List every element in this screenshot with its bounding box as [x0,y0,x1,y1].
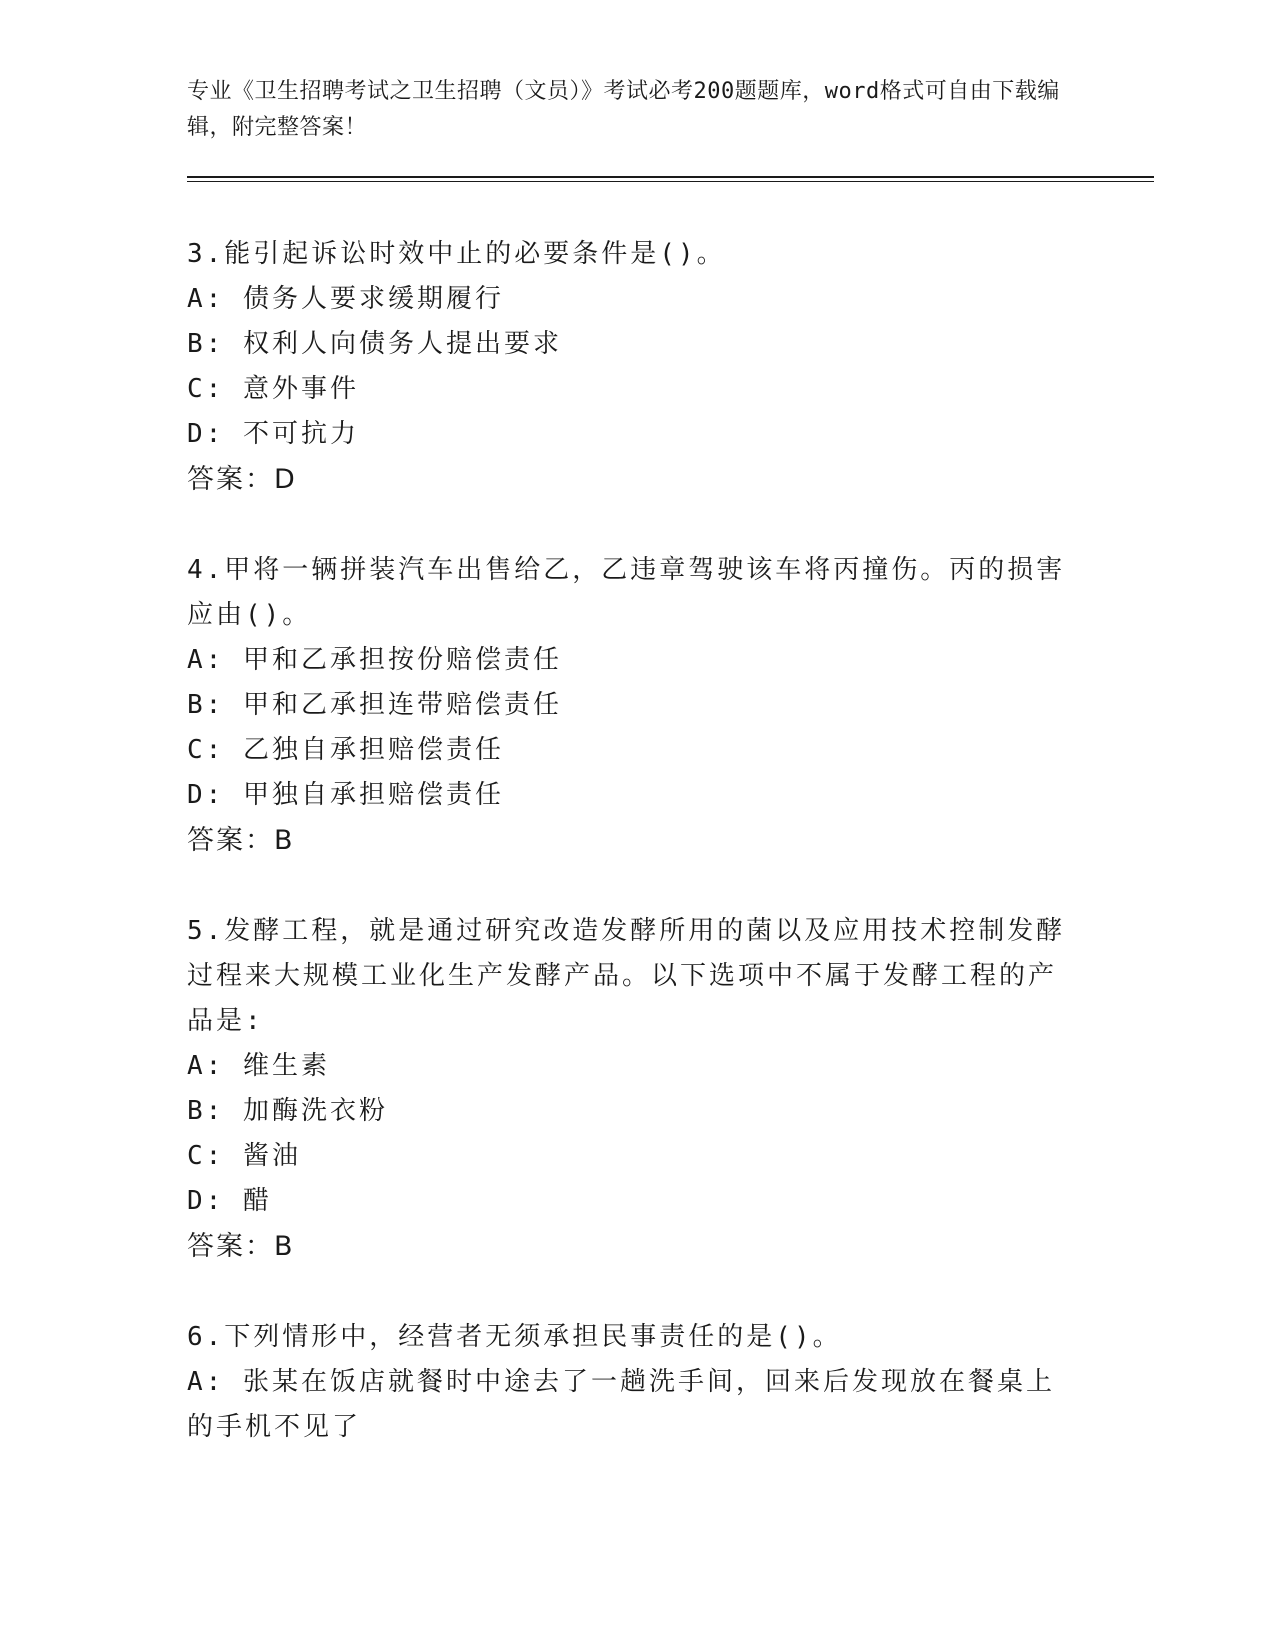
question-list [187,232,1067,1496]
option-a: A: 债务人要求缓期履行 [187,284,504,314]
option-c: C: 乙独自承担赔偿责任 [187,735,504,765]
option-c: C: 酱油 [187,1141,301,1171]
answer-line: 答案：D [187,464,297,495]
option-b: B: 甲和乙承担连带赔偿责任 [187,690,562,720]
question-6 [187,1315,1067,1450]
question-4 [187,548,1067,863]
option-d: D: 不可抗力 [187,419,359,449]
option-b: B: 权利人向债务人提出要求 [187,329,562,359]
header-divider-thin [187,181,1154,182]
question-5 [187,909,1067,1269]
answer-line: 答案：B [187,1231,295,1262]
answer-line: 答案：B [187,825,295,856]
option-a: A: 甲和乙承担按份赔偿责任 [187,645,562,675]
question-stem: 5.发酵工程，就是通过研究改造发酵所用的菌以及应用技术控制发酵过程来大规模工业化生产发酵产品。以下选项中不属于发酵工程的产品是: [187,916,1066,1036]
option-a: A: 张某在饭店就餐时中途去了一趟洗手间，回来后发现放在餐桌上的手机不见了 [187,1367,1055,1442]
option-d: D: 醋 [187,1186,272,1216]
header-divider-thick [187,176,1154,178]
question-stem: 6.下列情形中，经营者无须承担民事责任的是()。 [187,1322,842,1352]
question-3 [187,232,1067,502]
option-b: B: 加酶洗衣粉 [187,1096,388,1126]
question-stem: 3.能引起诉讼时效中止的必要条件是()。 [187,239,726,269]
option-d: D: 甲独自承担赔偿责任 [187,780,504,810]
option-a: A: 维生素 [187,1051,330,1081]
option-c: C: 意外事件 [187,374,359,404]
document-header: 专业《卫生招聘考试之卫生招聘（文员）》考试必考200题题库，word格式可自由下载编辑，附完整答案！ [187,79,1060,140]
question-stem: 4.甲将一辆拼装汽车出售给乙，乙违章驾驶该车将丙撞伤。丙的损害应由()。 [187,555,1066,630]
